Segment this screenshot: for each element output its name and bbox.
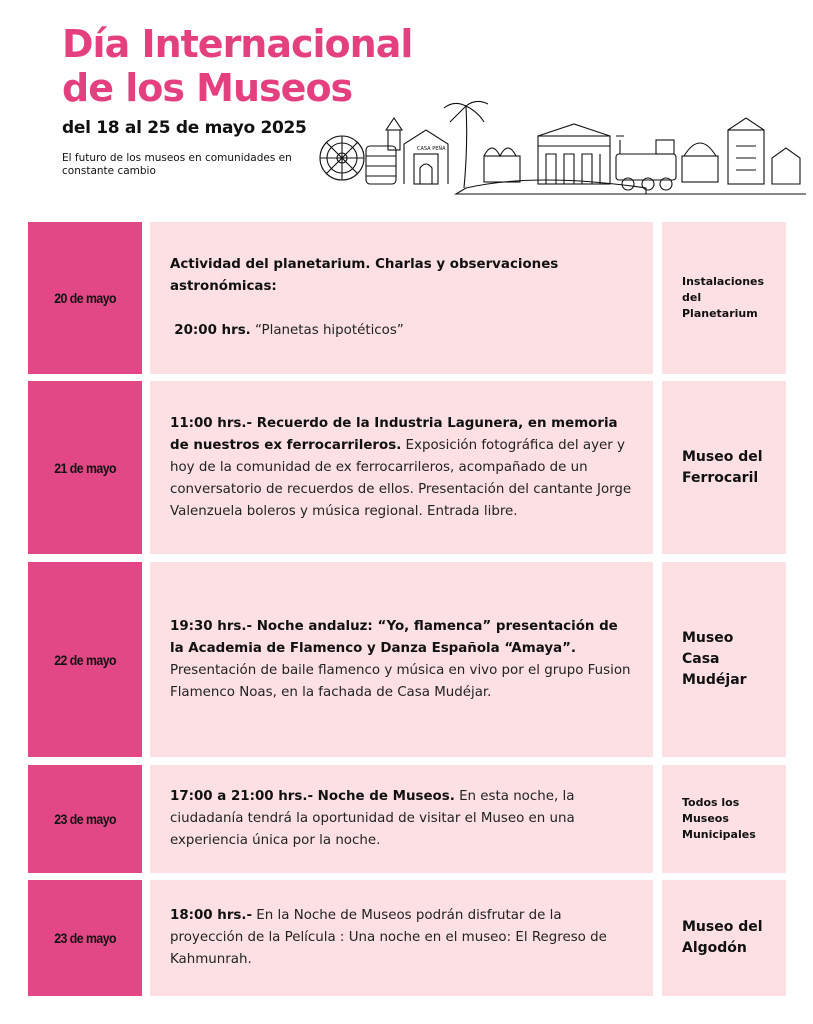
event-text: Exposición fotográfica del ayer y hoy de la comunidad de ex ferrocarrileros, acompañado de un conversatorio de recuerdos de ellos. Presentación del cantante Jorge Valenzuela boleros y música regional. Entrada libre. (170, 437, 632, 519)
event-row (28, 222, 786, 374)
event-text: En la Noche de Museos podrán disfrutar de la proyección de la Película : Una noche en el museo: El Regreso de Kahmunrah. (170, 908, 607, 967)
event-venue-cell (662, 765, 786, 873)
event-date-cell (28, 562, 142, 757)
event-venue-cell (662, 562, 786, 757)
title-line-1: Día Internacional (62, 22, 413, 66)
event-text: Presentación de baile flamenco y música en vivo por el grupo Fusion Flamenco Noas, en la fachada de Casa Mudéjar. (170, 662, 631, 700)
event-text: “Planetas hipotéticos” (250, 323, 404, 338)
event-description-cell (150, 562, 653, 757)
event-description-cell (150, 765, 653, 873)
event-date-cell (28, 765, 142, 873)
event-description-cell (150, 880, 653, 996)
event-row (28, 880, 786, 996)
title-line-2: de los Museos (62, 66, 353, 110)
tagline: El futuro de los museos en comunidades en constante cambio (62, 152, 292, 177)
event-title: 11:00 hrs.- Recuerdo de la Industria Lagunera, en memoria de nuestros ex ferrocarrileros. (170, 415, 618, 453)
event-venue-cell (662, 222, 786, 374)
event-venue-cell (662, 381, 786, 554)
event-date-cell (28, 880, 142, 996)
event-date: 22 de mayo (54, 651, 116, 668)
event-dates: del 18 al 25 de mayo 2025 (62, 118, 307, 138)
event-date: 20 de mayo (54, 290, 116, 306)
city-skyline-illustration (316, 96, 806, 196)
event-venue-cell (662, 880, 786, 996)
event-venue: Museo Casa Mudéjar (682, 630, 747, 688)
event-time: 20:00 hrs. (174, 323, 251, 338)
event-row (28, 765, 786, 873)
event-venue: Todos los Museos Municipales (682, 796, 756, 841)
event-description-cell (150, 381, 653, 554)
event-date: 23 de mayo (54, 811, 116, 827)
event-date-cell (28, 222, 142, 374)
event-title: 17:00 a 21:00 hrs.- Noche de Museos. (170, 789, 455, 804)
event-title: Actividad del planetarium. Charlas y observaciones astronómicas: (170, 257, 559, 294)
event-title: 19:30 hrs.- Noche andaluz: “Yo, flamenca” presentación de la Academia de Flamenco y Danza Española “Amaya”. (170, 618, 618, 656)
event-date-cell (28, 381, 142, 554)
event-venue: Instalaciones del Planetarium (682, 275, 765, 320)
event-date: 23 de mayo (54, 930, 116, 946)
event-venue: Museo del Algodón (682, 919, 763, 956)
event-row (28, 381, 786, 554)
event-title: 18:00 hrs.- (170, 908, 253, 923)
casa-pena-sign: CASA PEÑA (417, 146, 446, 152)
event-description-cell (150, 222, 653, 374)
event-date: 21 de mayo (54, 459, 116, 476)
event-row (28, 562, 786, 757)
event-venue: Museo del Ferrocaril (682, 448, 763, 486)
event-text: En esta noche, la ciudadanía tendrá la oportunidad de visitar el Museo en una experiencia única por la noche. (170, 789, 575, 848)
